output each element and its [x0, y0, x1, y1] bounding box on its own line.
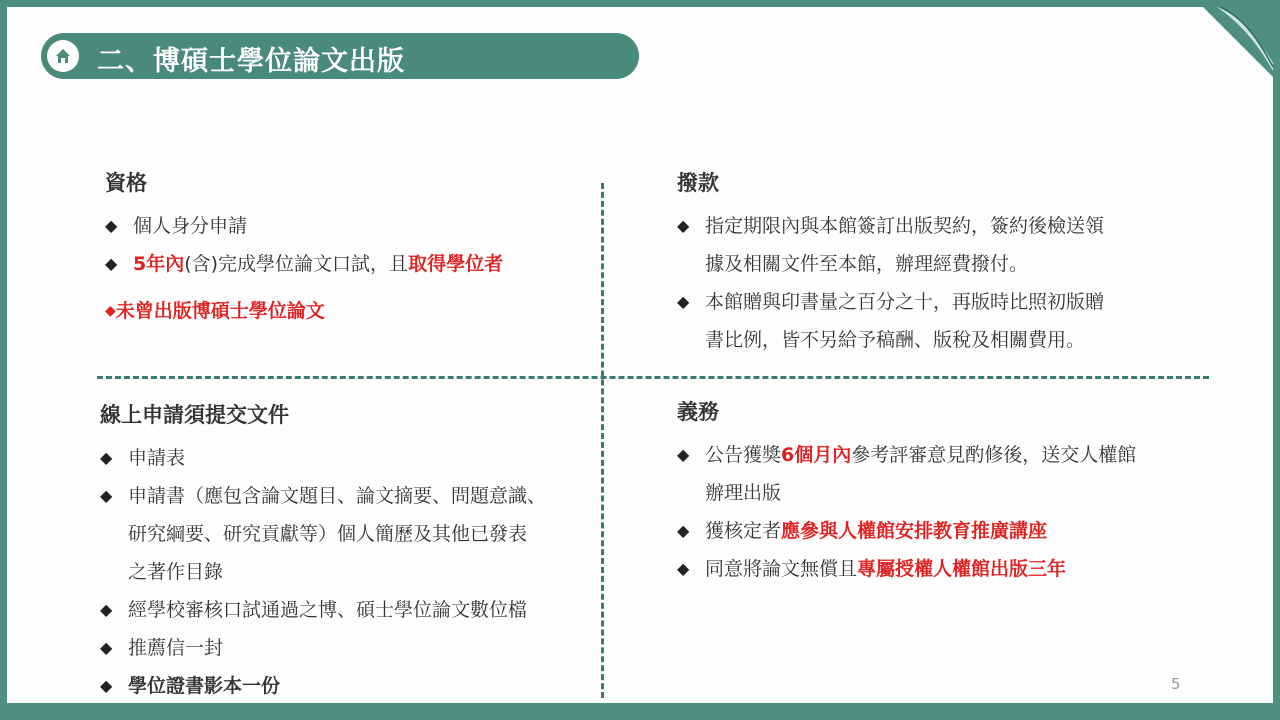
- list-item: [100, 439, 546, 477]
- title-bar: [41, 33, 639, 79]
- list-item: [677, 550, 1136, 588]
- bullet-icon: ◆: [677, 445, 690, 464]
- list-item: [677, 436, 1136, 474]
- bullet-icon: ◆: [100, 638, 113, 657]
- item-text: 學位證書影本一份: [128, 675, 281, 697]
- bullet-icon: ◆: [105, 254, 118, 273]
- section-heading: 線上申請須提交文件: [100, 403, 289, 427]
- item-text-continued: 辦理出版: [705, 482, 782, 504]
- list-item: [100, 629, 546, 667]
- list-item: [100, 477, 546, 515]
- bullet-icon: ◆: [105, 303, 116, 319]
- list-item: [105, 207, 503, 245]
- bullet-icon: ◆: [100, 448, 113, 467]
- list-item: [100, 667, 546, 705]
- item-text: 個人身分申請: [133, 215, 248, 237]
- item-text: 申請書（應包含論文題目、論文摘要、問題意識、: [128, 485, 547, 507]
- bullet-icon: ◆: [100, 600, 113, 619]
- home-icon: [55, 48, 71, 64]
- bullet-icon: ◆: [100, 676, 113, 695]
- item-text: 5年內(含)完成學位論文口試，且取得學位者: [133, 253, 504, 275]
- home-button[interactable]: [47, 40, 79, 72]
- list-item: [677, 283, 1104, 321]
- item-text: 經學校審核口試通過之博、碩士學位論文數位檔: [128, 599, 528, 621]
- vertical-divider: [601, 183, 604, 698]
- section-heading: 資格: [105, 171, 147, 195]
- item-text: 推薦信一封: [128, 637, 224, 659]
- page-curl-decoration: [1203, 7, 1273, 77]
- slide: [7, 7, 1273, 703]
- list-item: [105, 245, 503, 283]
- obligations-section: [677, 396, 1136, 588]
- bullet-icon: ◆: [677, 521, 690, 540]
- item-text-continued: 研究綱要、研究貢獻等）個人簡歷及其他已發表: [128, 523, 528, 545]
- section-heading: 義務: [677, 400, 719, 424]
- bullet-icon: ◆: [677, 216, 690, 235]
- item-text: 申請表: [128, 447, 186, 469]
- page-title: 二、博碩士學位論文出版: [97, 46, 405, 77]
- list-item: [677, 512, 1136, 550]
- item-text: 本館贈與印書量之百分之十，再版時比照初版贈: [705, 291, 1105, 313]
- section-heading: 撥款: [677, 171, 719, 195]
- bullet-icon: ◆: [105, 216, 118, 235]
- list-item: [677, 207, 1104, 245]
- qualification-section: [105, 167, 503, 325]
- special-condition: ◆未曾出版博碩士學位論文: [105, 300, 325, 322]
- item-text: 指定期限內與本館簽訂出版契約，簽約後檢送領: [705, 215, 1105, 237]
- bullet-icon: ◆: [677, 292, 690, 311]
- horizontal-divider: [97, 376, 1209, 379]
- documents-section: [100, 399, 546, 705]
- item-text: 同意將論文無償且專屬授權人權館出版三年: [705, 558, 1067, 580]
- funding-section: [677, 167, 1104, 359]
- list-item: [100, 591, 546, 629]
- bullet-icon: ◆: [100, 486, 113, 505]
- page-number: 5: [1171, 675, 1181, 693]
- item-text-continued: 之著作目錄: [128, 561, 224, 583]
- item-text: 公告獲獎6個月內參考評審意見酌修後，送交人權館: [705, 444, 1137, 466]
- item-text-continued: 據及相關文件至本館，辦理經費撥付。: [705, 253, 1029, 275]
- bullet-icon: ◆: [677, 559, 690, 578]
- item-text: 獲核定者應參與人權館安排教育推廣講座: [705, 520, 1048, 542]
- item-text-continued: 書比例，皆不另給予稿酬、版稅及相關費用。: [705, 329, 1086, 351]
